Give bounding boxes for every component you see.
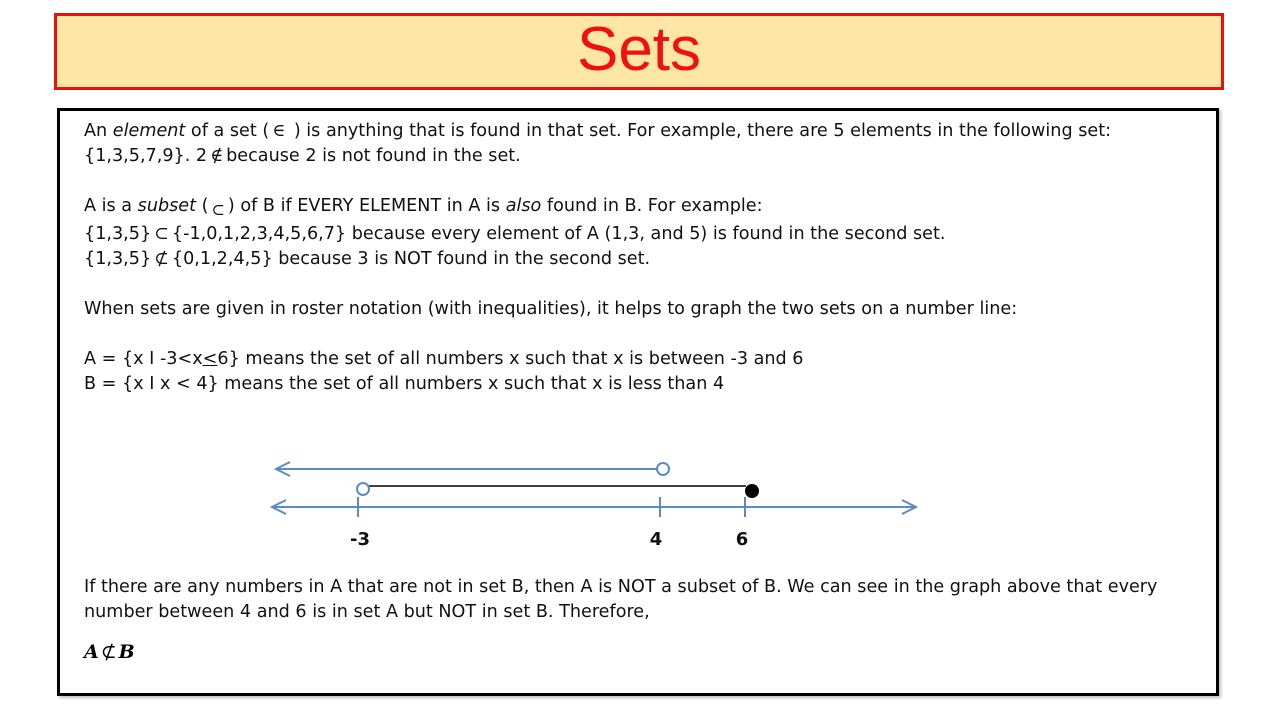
text-run: {1,3,5} [84, 224, 152, 244]
text-run: {0,1,2,4,5} because 3 is NOT found in the second set. [171, 249, 651, 269]
term-also: also [505, 196, 542, 216]
title-banner [54, 13, 1224, 90]
set-a-open-endpoint [357, 483, 369, 495]
number-line-graph [240, 449, 920, 549]
page-title: Sets [576, 14, 702, 84]
set-b-definition: B = {x I x < 4} means the set of all numbers x such that x is less than 4 [84, 374, 725, 394]
text-run: found in B. For example: [541, 196, 763, 216]
text-run: A = {x I -3<x [84, 349, 203, 369]
content-box [57, 108, 1219, 696]
not-element-of-symbol: ∉ [210, 146, 224, 166]
set-b-label: B [118, 641, 135, 663]
set-a-closed-endpoint [745, 484, 759, 498]
term-subset: subset [137, 196, 197, 216]
text-run: ( [196, 196, 209, 216]
conclusion-formula [84, 641, 135, 663]
paragraph-not-subset-example [84, 247, 1194, 272]
text-run: An [84, 121, 113, 141]
text-run: {1,3,5} [84, 249, 152, 269]
not-subset-symbol: ⊄ [154, 249, 169, 269]
element-of-symbol: ∈ [272, 121, 286, 141]
text-run: of a set ( [185, 121, 270, 141]
paragraph-element-definition [84, 119, 1194, 169]
set-a-definition [84, 347, 1194, 372]
text-run: 6} means the set of all numbers x such that x is between -3 and 6 [217, 349, 804, 369]
paragraph-roster-notation: When sets are given in roster notation (with inequalities), it helps to graph the two sets on a number line: [84, 299, 1018, 319]
tick-label-minus-3: -3 [350, 529, 370, 549]
set-a-label: A [84, 641, 99, 663]
paragraph-subset-example [84, 222, 1194, 247]
not-subset-symbol: ⊄ [100, 641, 117, 663]
subset-symbol: ⊂ [211, 200, 225, 219]
tick-label-4: 4 [649, 529, 663, 549]
term-element: element [112, 121, 186, 141]
set-b-open-endpoint [657, 463, 669, 475]
text-run: ) is anything that is found in that set. For example, there are 5 elements in the following set: {1,3,5,7,9}. 2 [84, 121, 1112, 166]
tick-label-6: 6 [735, 529, 749, 549]
paragraph-conclusion-explanation: If there are any numbers in A that are not in set B, then A is NOT a subset of B. We can see in the graph above that every number between 4 and 6 is in set A but NOT in set B. Therefore, [84, 577, 1158, 622]
text-run: A is a [84, 196, 138, 216]
paragraph-subset-definition [84, 194, 1194, 222]
subset-symbol: ⊂ [154, 224, 169, 244]
less-equal-symbol: < [202, 349, 218, 369]
text-run: ) of B if EVERY ELEMENT in A is [227, 196, 506, 216]
text-run: {-1,0,1,2,3,4,5,6,7} because every element of A (1,3, and 5) is found in the second set. [171, 224, 946, 244]
text-run: because 2 is not found in the set. [226, 146, 521, 166]
body-text [84, 119, 1194, 397]
